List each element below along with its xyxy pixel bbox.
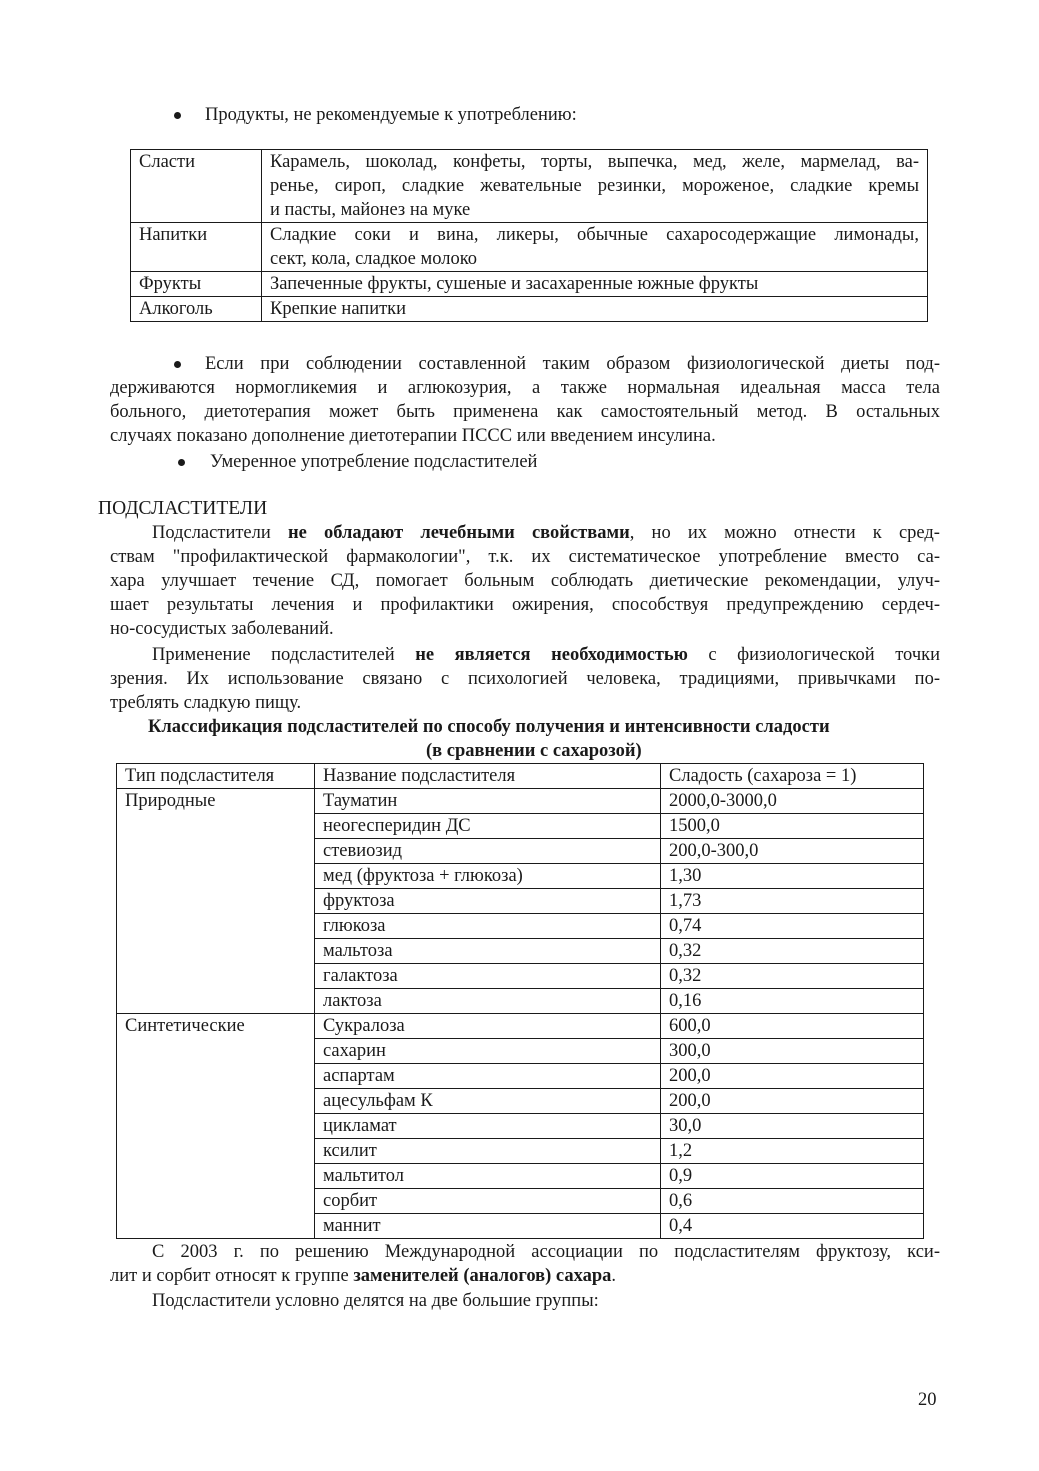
table-row	[117, 989, 924, 1014]
sweetness-cell: 200,0	[661, 1089, 924, 1114]
sweetener-name-cell: Тауматин	[315, 789, 661, 814]
sweetness-cell: 30,0	[661, 1114, 924, 1139]
paragraph-line: шает результаты лечения и профилактики ожирения, способствуя предупреждению сердеч-	[110, 595, 940, 615]
type-cell	[117, 814, 315, 839]
paragraph-line: С 2003 г. по решению Международной ассоциации по подсластителям фруктозу, кси-	[152, 1242, 940, 1262]
cell-line: Запеченные фрукты, сушеные и засахаренные южные фрукты	[270, 274, 759, 294]
sweetener-name-cell: мальтоза	[315, 939, 661, 964]
category-cell: Алкоголь	[131, 297, 262, 322]
table-row	[131, 297, 928, 322]
paragraph-line: но-сосудистых заболеваний.	[110, 619, 334, 639]
table-subtitle: (в сравнении с сахарозой)	[426, 741, 642, 761]
text-span: лит и сорбит относят к группе	[110, 1266, 354, 1286]
category-cell: Фрукты	[131, 272, 262, 297]
bullet-marker	[174, 112, 181, 119]
bullet-text: Продукты, не рекомендуемые к употреблению:	[205, 105, 577, 125]
sweetness-cell: 0,74	[661, 914, 924, 939]
sweetener-name-cell: мальтитол	[315, 1164, 661, 1189]
sweetener-name-cell: аспартам	[315, 1064, 661, 1089]
bold-text: не является необходимостью	[415, 645, 688, 665]
table-row	[117, 914, 924, 939]
paragraph-line: больного, диетотерапия может быть применена как самостоятельный метод. В остальных	[110, 402, 940, 422]
table-row	[117, 839, 924, 864]
sweetness-cell: 0,9	[661, 1164, 924, 1189]
paragraph-line	[152, 643, 940, 667]
type-cell	[117, 939, 315, 964]
table-row	[117, 1214, 924, 1239]
bold-text: заменителей (аналогов) сахара	[353, 1266, 612, 1286]
type-cell	[117, 839, 315, 864]
text-span: .	[611, 1266, 617, 1286]
bold-text: не обладают лечебными свойствами	[287, 523, 630, 543]
paragraph-line	[110, 1264, 616, 1288]
cell-line: ренье, сироп, сладкие жевательные резинки, мороженое, сладкие кремы	[270, 176, 919, 196]
table-row	[117, 1014, 924, 1039]
table-row	[117, 964, 924, 989]
paragraph-line: случаях показано дополнение диетотерапии ПССС или введением инсулина.	[110, 426, 716, 446]
cell-line: сект, кола, сладкое молоко	[270, 249, 478, 269]
table-row	[117, 1139, 924, 1164]
paragraph-line: Подсластители условно делятся на две большие группы:	[152, 1291, 599, 1311]
sweetener-name-cell: сорбит	[315, 1189, 661, 1214]
type-cell	[117, 989, 315, 1014]
paragraph-line: зрения. Их использование связано с психологией человека, традициями, привычками по-	[110, 669, 940, 689]
type-cell	[117, 1114, 315, 1139]
sweetness-cell: 1,73	[661, 889, 924, 914]
sweetness-cell: 200,0	[661, 1064, 924, 1089]
type-cell	[117, 1064, 315, 1089]
sweeteners-table	[116, 763, 924, 1239]
type-cell	[117, 914, 315, 939]
sweetener-name-cell: ксилит	[315, 1139, 661, 1164]
cell-line: и пасты, майонез на муке	[270, 200, 471, 220]
table-row	[117, 939, 924, 964]
cell-line: Сладкие соки и вина, ликеры, обычные сахаросодержащие лимонады,	[270, 225, 919, 245]
forbidden-products-table	[130, 149, 928, 322]
type-cell	[117, 1189, 315, 1214]
type-cell	[117, 964, 315, 989]
sweetness-cell: 600,0	[661, 1014, 924, 1039]
type-cell	[117, 864, 315, 889]
paragraph-line: Если при соблюдении составленной таким образом физиологической диеты под-	[205, 354, 940, 374]
cell-line: Карамель, шоколад, конфеты, торты, выпечка, мед, желе, мармелад, ва-	[270, 152, 919, 172]
bullet-marker	[178, 459, 185, 466]
text-span: с физиологической точки	[687, 645, 941, 665]
bullet-marker	[174, 361, 181, 368]
sweetener-name-cell: цикламат	[315, 1114, 661, 1139]
sweetness-cell: 200,0-300,0	[661, 839, 924, 864]
table-row	[117, 789, 924, 814]
section-heading: ПОДСЛАСТИТЕЛИ	[98, 498, 268, 519]
products-cell	[262, 223, 928, 272]
category-cell: Напитки	[131, 223, 262, 272]
sweetener-name-cell: глюкоза	[315, 914, 661, 939]
sweetener-name-cell: ацесульфам К	[315, 1089, 661, 1114]
sweetness-cell: 0,6	[661, 1189, 924, 1214]
paragraph-line: держиваются нормогликемия и аглюкозурия, а также нормальная идеальная масса тела	[110, 378, 940, 398]
sweetness-cell: 0,32	[661, 939, 924, 964]
type-cell	[117, 889, 315, 914]
table-title: Классификация подсластителей по способу получения и интенсивности сладости	[148, 717, 830, 737]
type-cell	[117, 1039, 315, 1064]
sweetener-name-cell: мед (фруктоза + глюкоза)	[315, 864, 661, 889]
table-row	[131, 150, 928, 223]
table-row	[117, 1064, 924, 1089]
column-header: Название подсластителя	[315, 764, 661, 789]
table-header-row	[117, 764, 924, 789]
category-cell: Сласти	[131, 150, 262, 223]
sweetness-cell: 0,4	[661, 1214, 924, 1239]
table-row	[131, 272, 928, 297]
table-row	[117, 1039, 924, 1064]
paragraph-line: ствам "профилактической фармакологии", т.к. их систематическое употребление вместо са-	[110, 547, 940, 567]
paragraph-line: хара улучшает течение СД, помогает больным соблюдать диетические рекомендации, улуч-	[110, 571, 940, 591]
type-cell: Природные	[117, 789, 315, 814]
table-row	[131, 223, 928, 272]
sweetener-name-cell: стевиозид	[315, 839, 661, 864]
sweetener-name-cell: лактоза	[315, 989, 661, 1014]
text-span: , но их можно отнести к сред-	[629, 523, 940, 543]
table-row	[117, 1114, 924, 1139]
products-cell	[262, 150, 928, 223]
page-number: 20	[918, 1390, 937, 1410]
table-row	[117, 1189, 924, 1214]
text-span: Применение подсластителей	[152, 645, 416, 665]
column-header: Сладость (сахароза = 1)	[661, 764, 924, 789]
bullet-text: Умеренное употребление подсластителей	[210, 452, 538, 472]
sweetness-cell: 1,30	[661, 864, 924, 889]
table-row	[117, 889, 924, 914]
paragraph-line	[152, 521, 940, 545]
text-span: Подсластители	[152, 523, 288, 543]
type-cell	[117, 1139, 315, 1164]
table-row	[117, 1089, 924, 1114]
sweetener-name-cell: маннит	[315, 1214, 661, 1239]
paragraph-line: треблять сладкую пищу.	[110, 693, 302, 713]
sweetness-cell: 1500,0	[661, 814, 924, 839]
sweetness-cell: 300,0	[661, 1039, 924, 1064]
sweetness-cell: 2000,0-3000,0	[661, 789, 924, 814]
products-cell	[262, 272, 928, 297]
table-row	[117, 814, 924, 839]
sweetness-cell: 0,16	[661, 989, 924, 1014]
sweetener-name-cell: галактоза	[315, 964, 661, 989]
type-cell	[117, 1089, 315, 1114]
column-header: Тип подсластителя	[117, 764, 315, 789]
cell-line: Крепкие напитки	[270, 299, 407, 319]
type-cell	[117, 1164, 315, 1189]
products-cell	[262, 297, 928, 322]
sweetener-name-cell: фруктоза	[315, 889, 661, 914]
type-cell: Синтетические	[117, 1014, 315, 1039]
type-cell	[117, 1214, 315, 1239]
sweetener-name-cell: сахарин	[315, 1039, 661, 1064]
sweetness-cell: 0,32	[661, 964, 924, 989]
table-row	[117, 1164, 924, 1189]
table-row	[117, 864, 924, 889]
sweetener-name-cell: неогесперидин ДС	[315, 814, 661, 839]
sweetness-cell: 1,2	[661, 1139, 924, 1164]
sweetener-name-cell: Сукралоза	[315, 1014, 661, 1039]
